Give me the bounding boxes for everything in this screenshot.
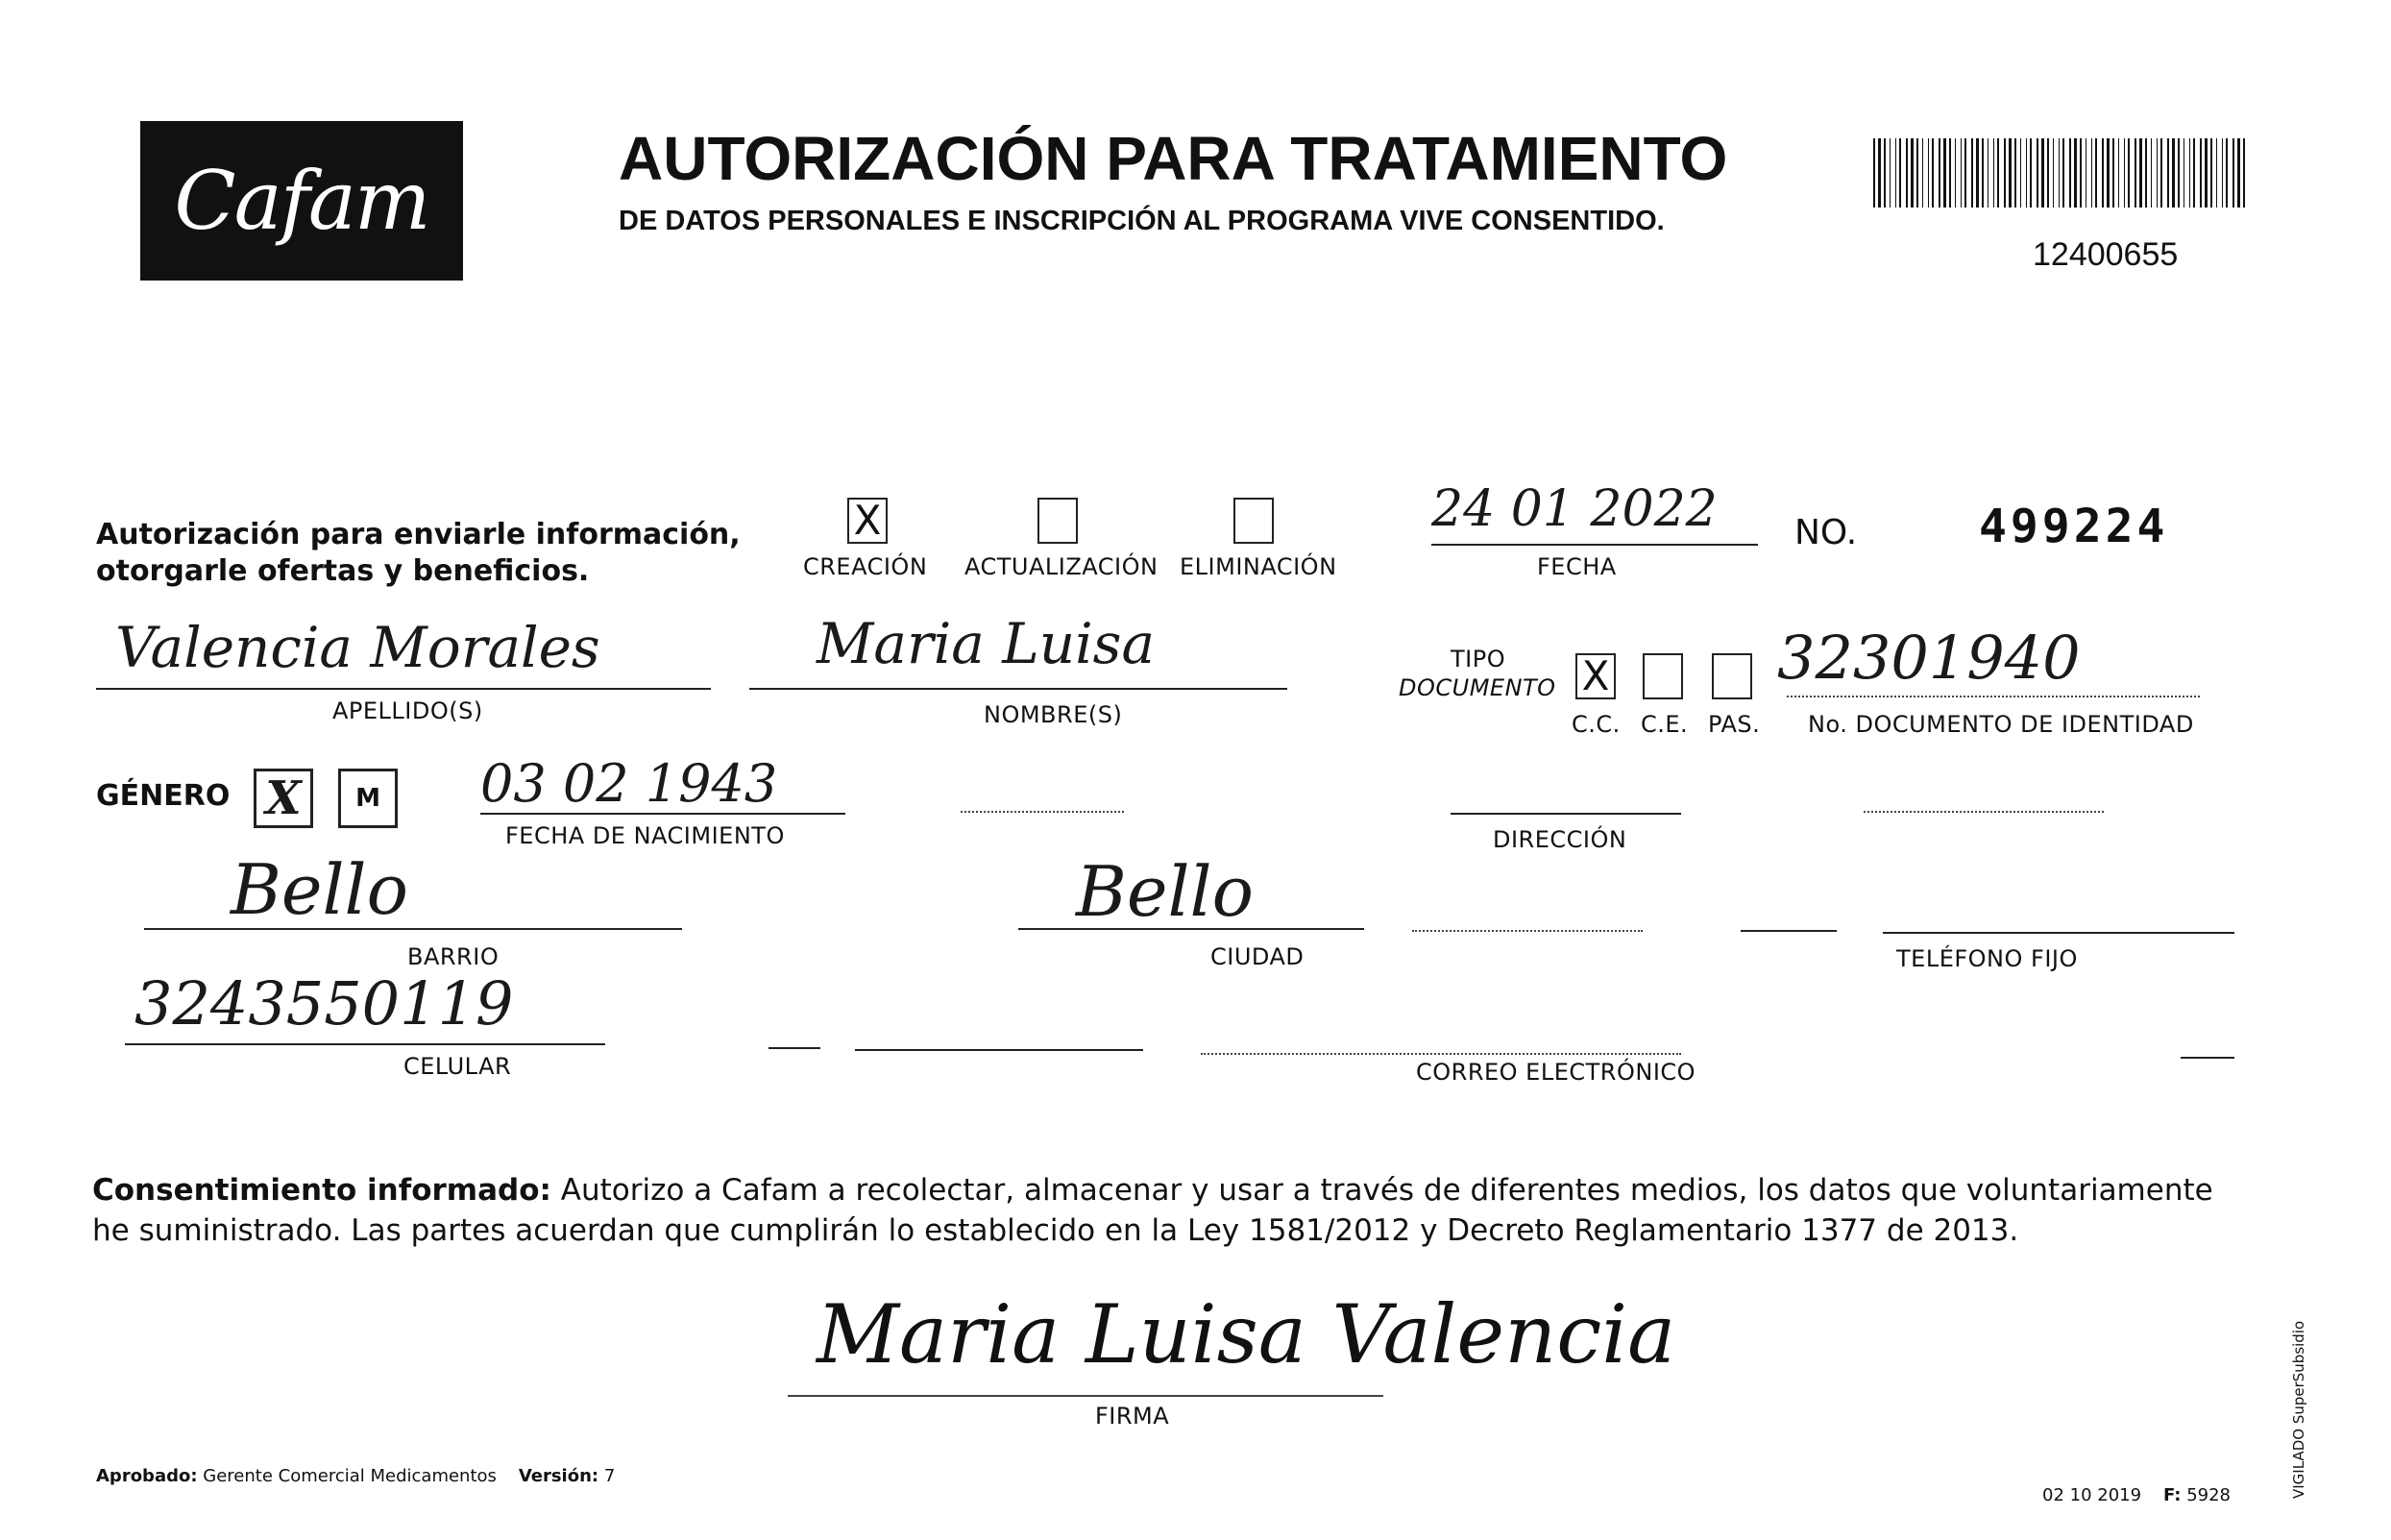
name-line <box>749 688 1287 690</box>
birthdate-value[interactable]: 03 02 1943 <box>480 753 778 814</box>
label-actualizacion: ACTUALIZACIÓN <box>964 553 1159 580</box>
barcode-bar <box>2222 138 2223 208</box>
email-line-3 <box>1201 1053 1681 1055</box>
barcode-bar <box>2216 138 2217 208</box>
checkbox-pas[interactable] <box>1712 653 1752 699</box>
date-value[interactable]: 24 01 2022 <box>1431 480 1718 538</box>
barcode-bar <box>2160 138 2162 208</box>
barcode-bar <box>1976 138 1979 208</box>
barcode-bar <box>2041 138 2044 208</box>
barcode-bar <box>2009 138 2012 208</box>
barcode-bar <box>1873 138 1875 208</box>
barcode-bar <box>2226 138 2228 208</box>
phone-line-2 <box>1741 930 1837 932</box>
barcode-bar <box>1949 138 1951 208</box>
barcode-bar <box>2232 138 2234 208</box>
number-label: NO. <box>1794 513 1858 552</box>
label-ce: C.E. <box>1641 711 1689 738</box>
city-label: CIUDAD <box>1210 943 1305 970</box>
footer-date: 02 10 2019 <box>2042 1485 2142 1505</box>
barcode-bar <box>2107 138 2110 208</box>
neighborhood-value[interactable]: Bello <box>231 849 408 930</box>
barcode-bar <box>2205 138 2208 208</box>
barcode-bar <box>2047 138 2049 208</box>
barcode-bar <box>1906 138 1908 208</box>
label-creacion: CREACIÓN <box>803 553 928 580</box>
surname-line <box>96 688 711 690</box>
authorization-label-1: Autorización para enviarle información, <box>96 518 741 551</box>
gender-box-f[interactable] <box>254 769 313 828</box>
supersubsidio-side-text: VIGILADO SuperSubsidio <box>2290 1320 2307 1499</box>
footer-form-code-label: F: <box>2162 1485 2182 1505</box>
signature-value: Maria Luisa Valencia <box>817 1287 1676 1381</box>
barcode-bar <box>1890 138 1891 208</box>
barcode-bar <box>2091 138 2092 208</box>
date-label: FECHA <box>1537 553 1617 580</box>
barcode-bar <box>2139 138 2142 208</box>
barcode-bar <box>1971 138 1973 208</box>
address-label: DIRECCIÓN <box>1493 826 1627 853</box>
barcode-bar <box>2193 138 2195 208</box>
footer-approved-label: Aprobado: <box>96 1466 198 1486</box>
barcode-bar <box>1932 138 1934 208</box>
consent-heading: Consentimiento informado: <box>92 1173 551 1208</box>
barcode-bar <box>2074 138 2077 208</box>
barcode-bar <box>2237 138 2240 208</box>
barcode-bar <box>2037 138 2038 208</box>
barcode-number: 12400655 <box>2033 236 2179 273</box>
neighborhood-line <box>144 928 682 930</box>
barcode-bar <box>2059 138 2060 208</box>
date-line <box>1431 544 1758 546</box>
barcode-bar <box>1997 138 1999 208</box>
barcode-bar <box>1916 138 1918 208</box>
form-number: 499224 <box>1979 500 2169 553</box>
footer-version-label: Versión: <box>518 1466 599 1486</box>
checkbox-cc-mark: X <box>1581 652 1610 699</box>
cafam-logo <box>140 121 463 281</box>
barcode-bar <box>1911 138 1914 208</box>
barcode-bar <box>2210 138 2212 208</box>
email-label: CORREO ELECTRÓNICO <box>1416 1059 1696 1086</box>
name-value[interactable]: Maria Luisa <box>817 611 1156 676</box>
label-eliminacion: ELIMINACIÓN <box>1180 553 1337 580</box>
footer-version-value: 7 <box>603 1466 616 1486</box>
surname-value[interactable]: Valencia Morales <box>115 615 600 680</box>
barcode-bar <box>2135 138 2136 208</box>
checkbox-eliminacion[interactable] <box>1233 498 1274 544</box>
logo-text: Cafam <box>174 154 429 248</box>
barcode-bar <box>2124 138 2125 208</box>
barcode-bar <box>2112 138 2114 208</box>
barcode-bar <box>2053 138 2054 208</box>
signature-label: FIRMA <box>1095 1403 1170 1430</box>
barcode-bar <box>2102 138 2104 208</box>
checkbox-creacion-mark: X <box>853 497 882 544</box>
city-value[interactable]: Bello <box>1076 851 1254 932</box>
barcode-bar <box>1884 138 1886 208</box>
gender-label: GÉNERO <box>96 779 231 813</box>
address-line-1 <box>961 811 1124 813</box>
doc-number-value[interactable]: 32301940 <box>1777 623 2081 693</box>
barcode-bar <box>2243 138 2245 208</box>
barcode-bar <box>2128 138 2130 208</box>
barcode-bar <box>2062 138 2064 208</box>
surname-label: APELLIDO(S) <box>332 697 483 724</box>
doc-type-label-2: DOCUMENTO <box>1399 674 1556 701</box>
barcode-bar <box>2026 138 2027 208</box>
barcode-bar <box>2014 138 2016 208</box>
authorization-label-2: otorgarle ofertas y beneficios. <box>96 554 590 588</box>
barcode-bar <box>1943 138 1946 208</box>
barcode-bar <box>1878 138 1881 208</box>
barcode-bar <box>1982 138 1984 208</box>
label-cc: C.C. <box>1572 711 1621 738</box>
barcode-bar <box>1939 138 1940 208</box>
email-line-2 <box>855 1049 1143 1051</box>
mobile-line <box>125 1043 605 1045</box>
birthdate-label: FECHA DE NACIMIENTO <box>505 822 785 849</box>
gender-m-label: M <box>355 784 380 813</box>
barcode-bar <box>2020 138 2021 208</box>
phone-label: TELÉFONO FIJO <box>1896 945 2078 972</box>
mobile-label: CELULAR <box>403 1053 512 1080</box>
email-line-1 <box>769 1047 820 1049</box>
barcode-bar <box>2200 138 2202 208</box>
phone-line-3 <box>1883 932 2234 934</box>
city-line <box>1018 928 1364 930</box>
footer-date-code <box>2042 1485 2231 1505</box>
address-line-2 <box>1451 813 1681 815</box>
barcode-bar <box>2167 138 2169 208</box>
checkbox-creacion[interactable] <box>847 498 888 544</box>
footer-approved <box>96 1466 615 1486</box>
checkbox-cc[interactable] <box>1575 653 1616 699</box>
label-pas: PAS. <box>1708 711 1761 738</box>
doc-type-label-1: TIPO <box>1451 646 1506 672</box>
barcode-bar <box>2178 138 2180 208</box>
birthdate-line <box>480 813 845 815</box>
barcode-bar <box>2189 138 2190 208</box>
barcode-bar <box>1922 138 1923 208</box>
neighborhood-label: BARRIO <box>407 943 500 970</box>
consent-text: Autorizo a Cafam a recolectar, almacenar y usar a través de diferentes medios, los datos que voluntariamente he suministrado. Las partes acuerdan que cumplirán lo establecido en la Ley 1581/2012 y Decreto Reglamentario 1377 de 2013. <box>92 1173 2213 1248</box>
barcode-bar <box>2080 138 2082 208</box>
barcode-bar <box>2030 138 2032 208</box>
barcode-bar <box>2004 138 2006 208</box>
footer-form-code-value: 5928 <box>2186 1485 2232 1505</box>
footer-approved-value: Gerente Comercial Medicamentos <box>203 1466 497 1486</box>
barcode-bar <box>2118 138 2119 208</box>
gender-box-m[interactable] <box>338 769 398 828</box>
phone-line-1 <box>1412 930 1643 932</box>
barcode-bar <box>1899 138 1901 208</box>
form-subtitle: DE DATOS PERSONALES E INSCRIPCIÓN AL PROGRAMA VIVE CONSENTIDO. <box>619 206 1665 236</box>
gender-f-mark: X <box>265 771 302 825</box>
address-line-3 <box>1864 811 2104 813</box>
form-title: AUTORIZACIÓN PARA TRATAMIENTO <box>619 124 1728 193</box>
consent-paragraph <box>92 1170 2234 1251</box>
signature-line <box>788 1395 1383 1397</box>
barcode-bar <box>2157 138 2158 208</box>
barcode-bar <box>1993 138 1994 208</box>
checkbox-actualizacion[interactable] <box>1037 498 1078 544</box>
barcode-icon <box>1873 138 2248 208</box>
barcode-bar <box>1955 138 1956 208</box>
mobile-value[interactable]: 3243550119 <box>134 968 514 1039</box>
checkbox-ce[interactable] <box>1643 653 1683 699</box>
doc-number-line <box>1787 696 2200 697</box>
name-label: NOMBRE(S) <box>984 701 1123 728</box>
barcode-bar <box>2095 138 2097 208</box>
barcode-bar <box>2145 138 2147 208</box>
barcode-bar <box>1928 138 1929 208</box>
email-line-4 <box>2181 1057 2234 1059</box>
doc-number-label: No. DOCUMENTO DE IDENTIDAD <box>1808 711 2194 738</box>
barcode-bar <box>1895 138 1896 208</box>
barcode-bar <box>2069 138 2071 208</box>
barcode-bar <box>1964 138 1966 208</box>
barcode-bar <box>2172 138 2175 208</box>
barcode-bar <box>1961 138 1962 208</box>
barcode-bar <box>2151 138 2152 208</box>
